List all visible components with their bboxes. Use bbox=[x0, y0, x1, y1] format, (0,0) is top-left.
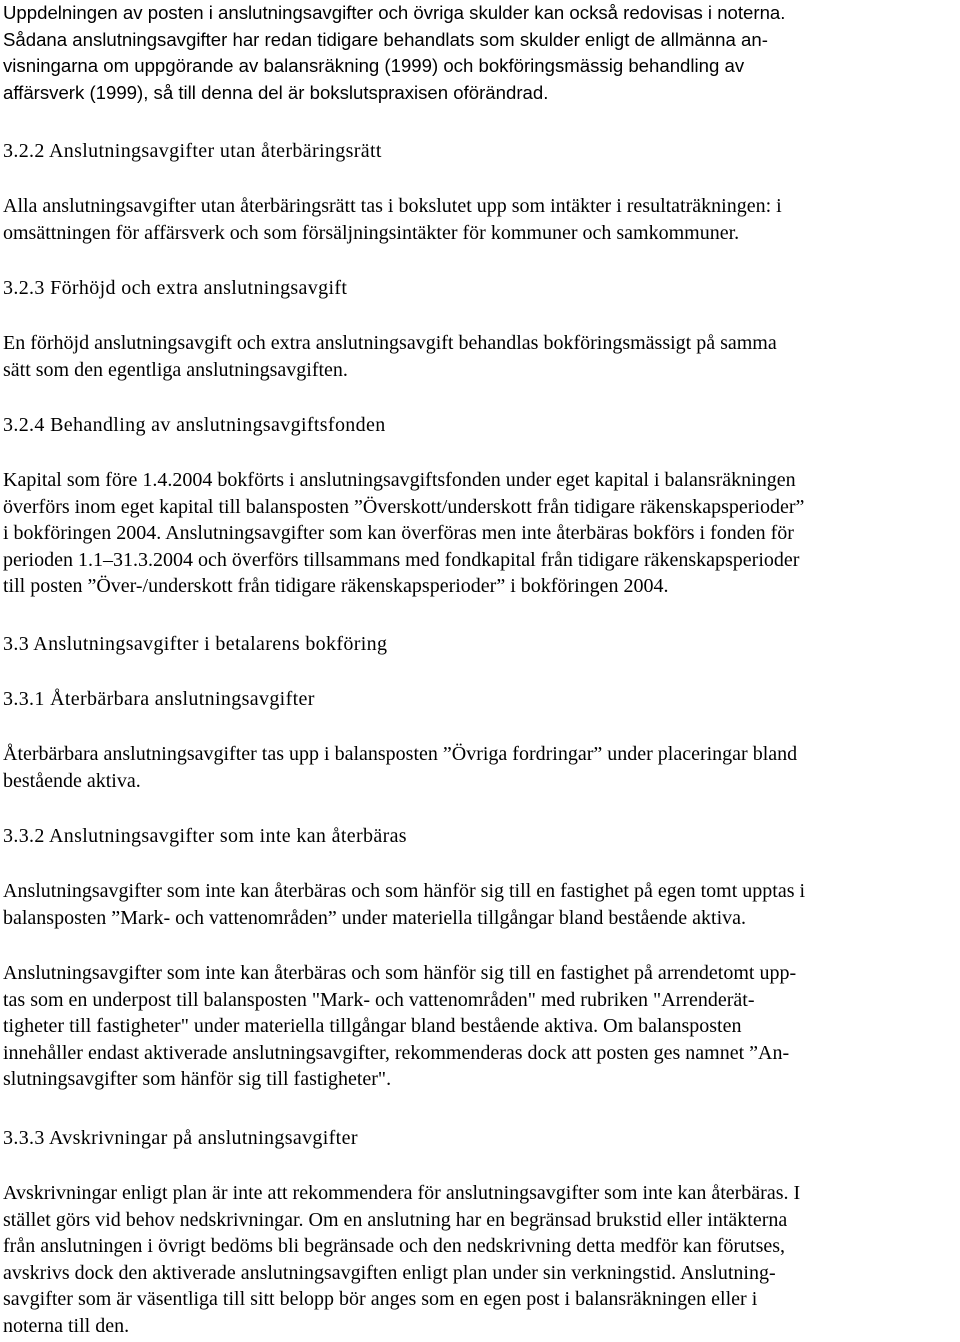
section-heading: 3.2.2 Anslutningsavgifter utan återbäringsrätt bbox=[3, 140, 382, 162]
section-paragraph-3-2-4 bbox=[3, 467, 955, 600]
text-line: noterna till den. bbox=[3, 1314, 130, 1337]
text-line: perioden 1.1–31.3.2004 och överförs tillsammans med fondkapital från tidigare räkenskapsperioder bbox=[3, 548, 800, 571]
text-line: balansposten ”Mark- och vattenområden” under materiella tillgångar bland bestående aktiva. bbox=[3, 906, 747, 929]
text-line: bestående aktiva. bbox=[3, 769, 141, 792]
section-heading-3-2-4 bbox=[3, 412, 955, 439]
text-line: stället görs vid behov nedskrivningar. Om en anslutning har en begränsad brukstid eller intäkterna bbox=[3, 1208, 788, 1231]
text-line: En förhöjd anslutningsavgift och extra anslutningsavgift behandlas bokföringsmässigt på samma bbox=[3, 332, 777, 354]
section-heading-3-3 bbox=[3, 631, 955, 658]
text-line: affärsverk (1999), så till denna del är bokslutspraxisen oförändrad. bbox=[3, 81, 549, 103]
section-heading: 3.3.2 Anslutningsavgifter som inte kan återbäras bbox=[3, 825, 407, 847]
text-line: överförs inom eget kapital till balansposten ”Överskott/underskott från tidigare räkenskapsperioder” bbox=[3, 495, 805, 518]
section-heading-3-3-2 bbox=[3, 823, 955, 850]
section-paragraph-3-2-2 bbox=[3, 193, 955, 246]
text-line: Uppdelningen av posten i anslutningsavgifter och övriga skulder kan också redovisas i noterna. bbox=[3, 2, 786, 23]
text-line: från anslutningen i övrigt bedöms bli begränsade och den nedskrivning detta medför kan förutses, bbox=[3, 1235, 786, 1257]
section-heading: 3.2.3 Förhöjd och extra anslutningsavgift bbox=[3, 277, 348, 299]
section-paragraph-3-3-2 bbox=[3, 878, 955, 931]
text-line: Återbärbara anslutningsavgifter tas upp i balansposten ”Övriga fordringar” under placeringar bland bbox=[3, 743, 798, 765]
section-heading: 3.2.4 Behandling av anslutningsavgiftsfonden bbox=[3, 414, 386, 436]
section-heading-3-2-2 bbox=[3, 138, 955, 165]
section-heading: 3.3.1 Återbärbara anslutningsavgifter bbox=[3, 688, 315, 710]
intro-paragraph bbox=[3, 0, 955, 106]
text-line: tigheter till fastigheter" under materiella tillgångar bland bestående aktiva. Om balansposten bbox=[3, 1015, 742, 1037]
text-line: savgifter som är väsentliga till sitt belopp bör anges som en egen post i balansräkningen eller i bbox=[3, 1288, 758, 1310]
text-line: avskrivs dock den aktiverade anslutningsavgiften enligt plan under sin verkningstid. Anslutning- bbox=[3, 1261, 776, 1284]
text-line: slutningsavgifter som hänför sig till fastigheter". bbox=[3, 1068, 392, 1090]
text-line: omsättningen för affärsverk och som försäljningsintäkter för kommuner och samkommuner. bbox=[3, 221, 740, 244]
section-paragraph-3-3-3 bbox=[3, 1180, 955, 1339]
text-line: innehåller endast aktiverade anslutningsavgifter, rekommenderas dock att posten ges namnet ”An- bbox=[3, 1041, 790, 1064]
text-line: sätt som den egentliga anslutningsavgiften. bbox=[3, 358, 348, 381]
section-heading: 3.3.3 Avskrivningar på anslutningsavgifter bbox=[3, 1127, 358, 1149]
text-line: visningarna om uppgörande av balansräkning (1999) och bokföringsmässig behandling av bbox=[3, 55, 745, 76]
text-line: Sådana anslutningsavgifter har redan tidigare behandlats som skulder enligt de allmänna an- bbox=[3, 28, 768, 50]
section-heading-3-2-3 bbox=[3, 275, 955, 302]
text-line: i bokföringen 2004. Anslutningsavgifter som kan överföras men inte återbäras bokförs i fonden för bbox=[3, 522, 794, 544]
section-paragraph-3-3-2-continued bbox=[3, 960, 955, 1093]
section-heading: 3.3 Anslutningsavgifter i betalarens bokföring bbox=[3, 633, 388, 655]
text-line: till posten ”Över-/underskott från tidigare räkenskapsperioder” i bokföringen 2004. bbox=[3, 575, 669, 597]
text-line: tas som en underpost till balansposten "Mark- och vattenområden" med rubriken "Arrenderät- bbox=[3, 988, 755, 1011]
text-line: Avskrivningar enligt plan är inte att rekommendera för anslutningsavgifter som inte kan återbäras. I bbox=[3, 1182, 801, 1204]
section-heading-3-3-3 bbox=[3, 1125, 955, 1152]
text-line: Alla anslutningsavgifter utan återbäringsrätt tas i bokslutet upp som intäkter i resultaträkningen: i bbox=[3, 195, 782, 217]
section-paragraph-3-3-1 bbox=[3, 741, 955, 794]
text-line: Kapital som före 1.4.2004 bokförts i anslutningsavgiftsfonden under eget kapital i balansräkningen bbox=[3, 469, 796, 491]
text-line: Anslutningsavgifter som inte kan återbäras och som hänför sig till en fastighet på egen tomt upptas i bbox=[3, 880, 806, 902]
section-heading-3-3-1 bbox=[3, 686, 955, 713]
text-line: Anslutningsavgifter som inte kan återbäras och som hänför sig till en fastighet på arrendetomt upp- bbox=[3, 962, 797, 984]
section-paragraph-3-2-3 bbox=[3, 330, 955, 383]
